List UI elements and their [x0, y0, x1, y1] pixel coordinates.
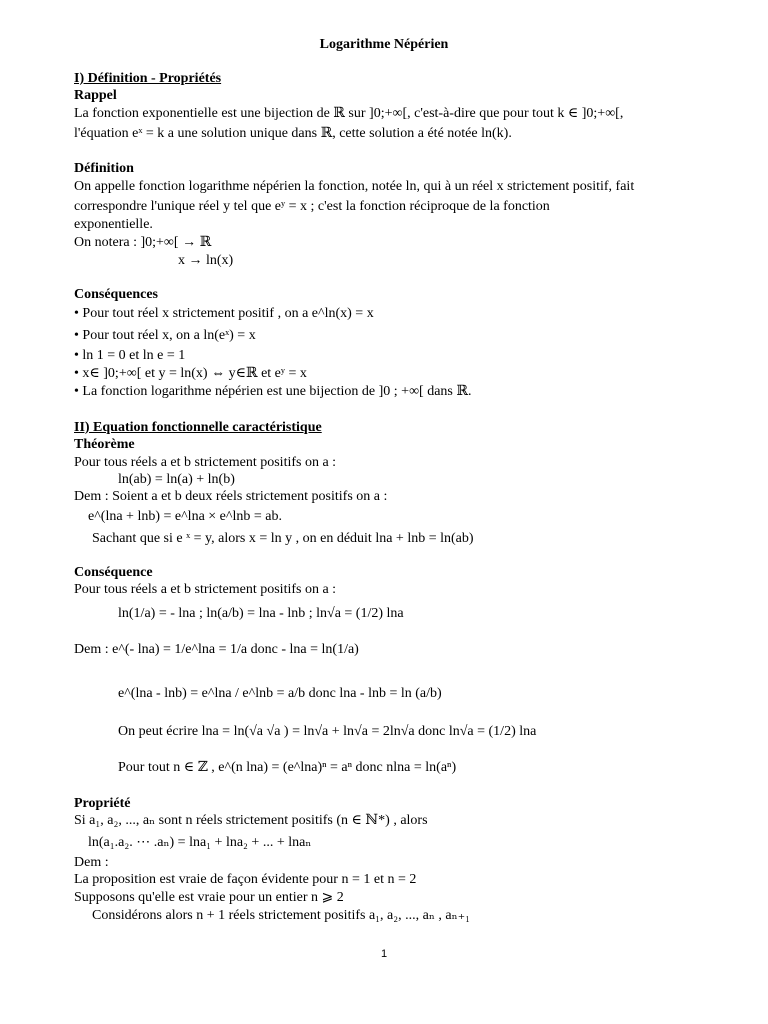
- consequence-title: Conséquence: [74, 565, 153, 580]
- consequence-line-3: Dem : e^(- lna) = 1/e^lna = 1/a donc - lna = ln(1/a): [74, 642, 359, 657]
- theorem-line-2: ln(ab) = ln(a) + ln(b): [118, 472, 235, 487]
- consequence-line-6: Pour tout n ∈ ℤ , e^(n lna) = (e^lna)ⁿ = aⁿ donc nlna = ln(aⁿ): [118, 760, 457, 775]
- property-line-6: Considérons alors n + 1 réels strictement positifs a₁, a₂, ..., aₙ , aₙ₊₁: [92, 908, 470, 923]
- rappel-title: Rappel: [74, 88, 117, 103]
- property-line-2: ln(a₁.a₂. ⋯ .aₙ) = lna₁ + lna₂ + ... + lnaₙ: [88, 835, 312, 850]
- theorem-line-5: Sachant que si e ˣ = y, alors x = ln y , on en déduit lna + lnb = ln(ab): [92, 531, 474, 546]
- consequence-line-5: On peut écrire lna = ln(√a √a ) = ln√a + ln√a = 2ln√a donc ln√a = (1/2) lna: [118, 724, 537, 739]
- theorem-line-1: Pour tous réels a et b strictement positifs on a :: [74, 455, 337, 470]
- page-number: 1: [380, 948, 388, 960]
- theorem-title: Théorème: [74, 437, 135, 452]
- rappel-line-1: La fonction exponentielle est une bijection de ℝ sur ]0;+∞[, c'est-à-dire que pour tout k ∈ ]0;+∞[,: [74, 106, 624, 121]
- consequences-line-2: • Pour tout réel x, on a ln(eˣ) = x: [74, 328, 256, 343]
- definition-line-5: x → ln(x): [178, 253, 234, 268]
- consequence-line-1: Pour tous réels a et b strictement positifs on a :: [74, 582, 337, 597]
- consequences-line-3: • ln 1 = 0 et ln e = 1: [74, 348, 186, 363]
- consequences-line-4: • x∈ ]0;+∞[ et y = ln(x) ⇔ y∈ℝ et eʸ = x: [74, 366, 307, 381]
- page-title: Logarithme Népérien: [319, 37, 449, 52]
- definition-line-2: correspondre l'unique réel y tel que eʸ = x ; c'est la fonction réciproque de la fonction: [74, 199, 550, 214]
- theorem-line-3: Dem : Soient a et b deux réels strictement positifs on a :: [74, 489, 388, 504]
- consequences-line-5: • La fonction logarithme népérien est une bijection de ]0 ; +∞[ dans ℝ.: [74, 384, 472, 399]
- consequences-line-1: • Pour tout réel x strictement positif , on a e^ln(x) = x: [74, 306, 374, 321]
- definition-title: Définition: [74, 161, 134, 176]
- property-line-1: Si a₁, a₂, ..., aₙ sont n réels strictement positifs (n ∈ ℕ*) , alors: [74, 813, 428, 828]
- rappel-line-2: l'équation eˣ = k a une solution unique dans ℝ, cette solution a été notée ln(k).: [74, 126, 512, 141]
- definition-line-4: On notera : ]0;+∞[ → ℝ: [74, 235, 212, 250]
- consequence-line-2: ln(1/a) = - lna ; ln(a/b) = lna - lnb ; ln√a = (1/2) lna: [118, 606, 404, 621]
- section-heading-2: II) Equation fonctionnelle caractéristique: [74, 420, 322, 435]
- consequence-line-4: e^(lna - lnb) = e^lna / e^lnb = a/b donc lna - lnb = ln (a/b): [118, 686, 442, 701]
- definition-line-1: On appelle fonction logarithme népérien la fonction, notée ln, qui à un réel x strictement positif, fait: [74, 179, 635, 194]
- property-title: Propriété: [74, 796, 131, 811]
- property-line-3: Dem :: [74, 855, 109, 870]
- consequences-title: Conséquences: [74, 287, 159, 302]
- property-line-5: Supposons qu'elle est vraie pour un entier n ⩾ 2: [74, 890, 344, 905]
- definition-line-3: exponentielle.: [74, 217, 153, 232]
- property-line-4: La proposition est vraie de façon évidente pour n = 1 et n = 2: [74, 872, 417, 887]
- theorem-line-4: e^(lna + lnb) = e^lna × e^lnb = ab.: [88, 509, 282, 524]
- section-heading-1: I) Définition - Propriétés: [74, 71, 222, 86]
